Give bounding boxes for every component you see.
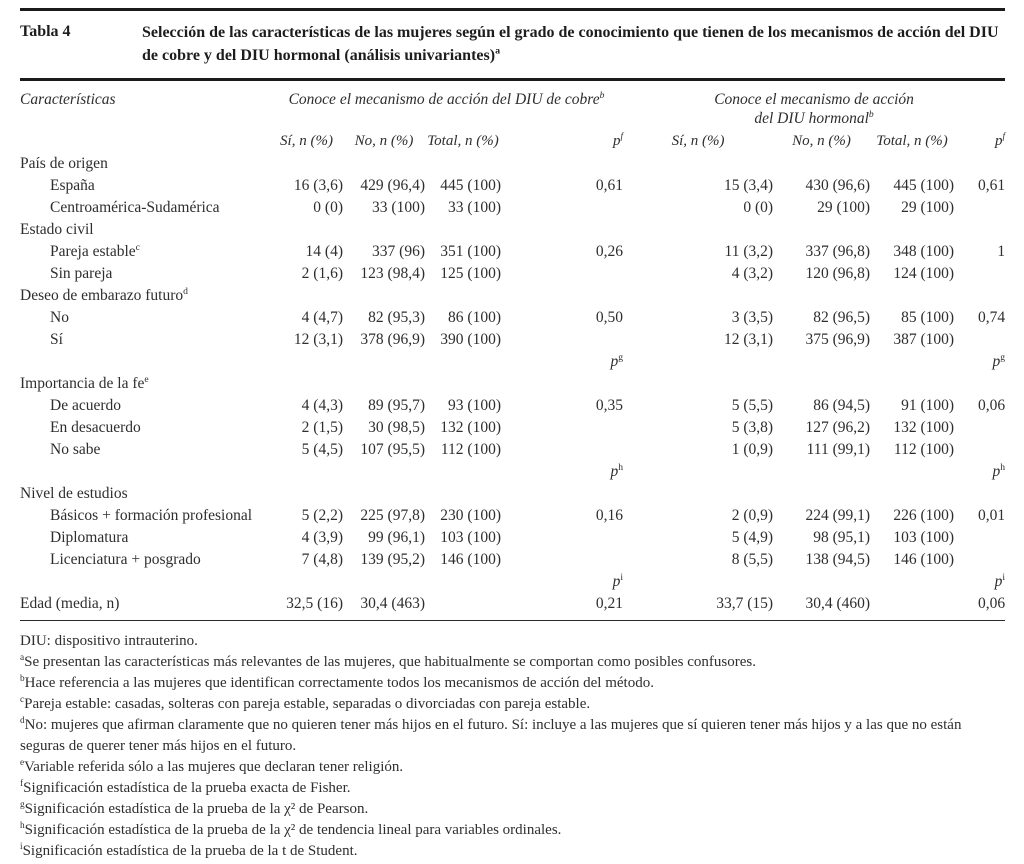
- footnote: $^d$No: mujeres que afirman claramente que no quieren tener más hijos en el futuro. Sí: incluye a las mujeres que sí quieren tener más hijos y a las que no están seguras de querer tener más hijos en el futuro.: [20, 716, 962, 754]
- table-cell: 224 (99,1): [805, 507, 871, 524]
- table-cell: 30 (98,5): [368, 419, 425, 436]
- row-label: Sí: [50, 331, 63, 348]
- table-row: [20, 263, 1005, 285]
- table-row: [20, 373, 1005, 395]
- table-row: [20, 395, 1005, 417]
- row-label: De acuerdo: [50, 397, 121, 414]
- table-cell: [501, 197, 623, 219]
- subheader-total-hormonal: Total, n (%): [876, 133, 948, 149]
- table-row-p-stat: [20, 461, 1005, 483]
- table-cell: 32,5 (16): [286, 595, 343, 612]
- row-group-label: Deseo de embarazo futuro$^d$: [20, 285, 188, 304]
- table-row: [20, 219, 1005, 241]
- table-cell: 16 (3,6): [293, 177, 343, 194]
- table-cell: 445 (100): [440, 177, 501, 194]
- footnote: $^f$Significación estadística de la prueba exacta de Fisher.: [20, 779, 351, 796]
- table-cell: 11 (3,2): [724, 243, 774, 260]
- table-row: [20, 307, 1005, 329]
- table-cell: 112 (100): [893, 441, 955, 458]
- row-group-label: Estado civil: [20, 221, 94, 238]
- table-cell: 0 (0): [313, 199, 343, 216]
- table-cell: 337 (96,8): [805, 243, 871, 260]
- subheader-no-hormonal: No, n (%): [792, 133, 851, 149]
- table-row: [20, 197, 1005, 219]
- table-cell: 3 (3,5): [731, 309, 774, 326]
- footnote: $^b$Hace referencia a las mujeres que identifican correctamente todos los mecanismos de acción del método.: [20, 674, 654, 691]
- table-cell: 86 (94,5): [813, 397, 871, 414]
- table-cell: [501, 329, 623, 351]
- row-label: Sin pareja: [50, 265, 113, 282]
- row-label: Básicos + formación profesional: [50, 507, 253, 524]
- p-stat-cell: $p^g$: [992, 351, 1006, 370]
- table-cell: 33 (100): [448, 199, 501, 216]
- table-cell: 2 (1,6): [301, 265, 343, 282]
- caption-rule: [20, 78, 1005, 81]
- table-cell: 91 (100): [901, 397, 955, 414]
- table-cell: 337 (96): [372, 243, 425, 260]
- table-row: [20, 285, 1005, 307]
- table-cell: 5 (4,9): [731, 529, 774, 546]
- footnote: $^g$Significación estadística de la prueba de la χ² de Pearson.: [20, 800, 369, 817]
- subheader-no-cobre: No, n (%): [354, 133, 414, 149]
- table-subheader-row: [20, 128, 1005, 153]
- table-cell: 351 (100): [440, 243, 501, 260]
- table-cell: [954, 549, 1005, 571]
- table-cell: 125 (100): [440, 265, 501, 282]
- table-cell: 226 (100): [893, 507, 955, 524]
- table-cell: 30,4 (460): [805, 595, 871, 612]
- table-cell: [954, 417, 1005, 439]
- table-cell: 112 (100): [440, 441, 501, 458]
- row-label: Pareja estable$^c$: [50, 241, 140, 260]
- subheader-si-hormonal: Sí, n (%): [671, 133, 725, 149]
- table-cell: 1 (0,9): [731, 441, 774, 458]
- table-row: [20, 527, 1005, 549]
- row-label: Licenciatura + posgrado: [50, 551, 201, 568]
- subheader-p-cobre: $p^f$: [612, 132, 624, 149]
- footnote: DIU: dispositivo intrauterino.: [20, 633, 198, 649]
- table-cell: 387 (100): [893, 331, 955, 348]
- table-cell: [501, 549, 623, 571]
- table-cell: [954, 439, 1005, 461]
- table-cell: 0,61: [977, 177, 1006, 194]
- group1-footnote-marker: b: [599, 89, 605, 101]
- table-cell: 2 (1,5): [301, 419, 343, 436]
- row-label: No: [50, 309, 69, 326]
- p-stat-cell: $p^g$: [610, 351, 624, 370]
- table-cell: 127 (96,2): [805, 419, 871, 436]
- table-cell: 4 (4,3): [301, 397, 343, 414]
- table-cell: 1: [997, 243, 1006, 260]
- table-cell: 4 (4,7): [301, 309, 343, 326]
- title-footnote-marker: a: [495, 45, 501, 57]
- table-row: [20, 241, 1005, 263]
- table-row-p-stat: [20, 571, 1005, 593]
- footnote: $^a$Se presentan las características más relevantes de las mujeres, que habitualmente se comportan como posibles confusores.: [20, 653, 756, 670]
- table-cell: [501, 263, 623, 285]
- table-cell: 378 (96,9): [360, 331, 425, 348]
- p-stat-cell: $p^i$: [994, 571, 1006, 590]
- table-cell: 146 (100): [893, 551, 955, 568]
- group-header-diu-hormonal: Conoce el mecanismo de acción del DIU hormonal$^b$: [714, 91, 914, 127]
- table-row: [20, 483, 1005, 505]
- subheader-p-hormonal: $p^f$: [994, 132, 1006, 149]
- table-cell: 29 (100): [817, 199, 871, 216]
- table-cell: 390 (100): [440, 331, 501, 348]
- p-stat-cell: $p^h$: [610, 461, 624, 480]
- subheader-si-cobre: Sí, n (%): [280, 133, 333, 149]
- table-cell: 14 (4): [305, 243, 343, 260]
- table-cell: 0,06: [977, 397, 1006, 414]
- row-group-label: País de origen: [20, 155, 108, 172]
- footnote: $^e$Variable referida sólo a las mujeres que declaran tener religión.: [20, 758, 404, 775]
- table-cell: 430 (96,6): [805, 177, 871, 194]
- table-cell: 0,74: [977, 309, 1006, 326]
- table-cell: 89 (95,7): [368, 397, 425, 414]
- p-stat-cell: $p^h$: [992, 461, 1006, 480]
- table-cell: [954, 329, 1005, 351]
- table-row: [20, 417, 1005, 439]
- table-cell: 103 (100): [893, 529, 955, 546]
- table-row: [20, 153, 1005, 175]
- table-header-row: [20, 83, 1005, 128]
- table-cell: [954, 263, 1005, 285]
- table-cell: 5 (3,8): [731, 419, 774, 436]
- footnote-rule: [20, 620, 1005, 621]
- table-cell: 2 (0,9): [731, 507, 774, 524]
- table-cell: 132 (100): [440, 419, 501, 436]
- p-stat-cell: $p^i$: [612, 571, 624, 590]
- table-cell: 86 (100): [448, 309, 501, 326]
- row-label: España: [50, 177, 95, 194]
- table-cell: 0,06: [977, 595, 1006, 612]
- table-cell: 0,01: [977, 507, 1006, 524]
- table-cell: [501, 527, 623, 549]
- table-row: [20, 549, 1005, 571]
- table-cell: 85 (100): [901, 309, 955, 326]
- table-cell: 429 (96,4): [360, 177, 425, 194]
- table-row: [20, 505, 1005, 527]
- column-header-caracteristicas: Características: [20, 91, 116, 108]
- table-cell: 103 (100): [440, 529, 501, 546]
- table-cell: [870, 593, 954, 615]
- row-label: En desacuerdo: [50, 419, 141, 436]
- table-cell: 132 (100): [893, 419, 955, 436]
- table-cell: 348 (100): [893, 243, 955, 260]
- table-cell: 107 (95,5): [360, 441, 425, 458]
- table-cell: 225 (97,8): [360, 507, 425, 524]
- table-cell: 5 (2,2): [301, 507, 343, 524]
- table-cell: [954, 197, 1005, 219]
- footnote: $^c$Pareja estable: casadas, solteras con pareja estable, separadas o divorciadas con pareja estable.: [20, 695, 591, 712]
- table-cell: 0,61: [595, 177, 624, 194]
- table-cell: 4 (3,9): [301, 529, 343, 546]
- table-caption: [20, 11, 1005, 78]
- table-cell: 98 (95,1): [813, 529, 871, 546]
- table-cell: [501, 417, 623, 439]
- table-cell: 445 (100): [893, 177, 955, 194]
- row-label: Diplomatura: [50, 529, 129, 546]
- table-cell: 139 (95,2): [360, 551, 425, 568]
- table-cell: 99 (96,1): [368, 529, 425, 546]
- table-cell: 124 (100): [893, 265, 955, 282]
- table-cell: 0,26: [595, 243, 624, 260]
- subheader-total-cobre: Total, n (%): [427, 133, 499, 149]
- table-cell: 375 (96,9): [805, 331, 871, 348]
- table-row: [20, 329, 1005, 351]
- group-header-diu-cobre: Conoce el mecanismo de acción del DIU de cobre$^b$: [288, 89, 605, 108]
- table-cell: [425, 593, 501, 615]
- table-cell: 12 (3,1): [293, 331, 343, 348]
- table-cell: 93 (100): [448, 397, 501, 414]
- table-cell: 146 (100): [440, 551, 501, 568]
- table-cell: 0,21: [595, 595, 624, 612]
- table-cell: 82 (95,3): [368, 309, 425, 326]
- table-cell: 82 (96,5): [813, 309, 871, 326]
- table-cell: 138 (94,5): [805, 551, 871, 568]
- table-cell: 8 (5,5): [731, 551, 774, 568]
- table-number: Tabla 4: [20, 23, 71, 40]
- table-cell: [954, 527, 1005, 549]
- group2-footnote-marker: b: [868, 108, 874, 120]
- table-cell: 0 (0): [743, 199, 774, 216]
- characteristics-table: [20, 83, 1005, 615]
- table-cell: 230 (100): [440, 507, 501, 524]
- row-label: Edad (media, n): [20, 595, 120, 612]
- table-cell: 120 (96,8): [805, 265, 871, 282]
- table-cell: 29 (100): [901, 199, 955, 216]
- table-cell: 123 (98,4): [360, 265, 425, 282]
- footnote: $^h$Significación estadística de la prueba de la χ² de tendencia lineal para variables ordinales.: [20, 821, 562, 838]
- table-cell: 30,4 (463): [360, 595, 425, 612]
- table-cell: 33,7 (15): [716, 595, 774, 612]
- table-row: [20, 439, 1005, 461]
- subheader-empty: [20, 128, 270, 153]
- table-cell: 0,16: [595, 507, 624, 524]
- table-cell: 0,35: [595, 397, 624, 414]
- footnote: $^i$Significación estadística de la prueba de la t de Student.: [20, 842, 358, 859]
- table-cell: 111 (99,1): [806, 441, 871, 458]
- table-cell: 15 (3,4): [723, 177, 774, 194]
- row-group-label: Nivel de estudios: [20, 485, 128, 502]
- table-row-p-stat: [20, 351, 1005, 373]
- table-row: [20, 593, 1005, 615]
- table-cell: 4 (3,2): [731, 265, 774, 282]
- table-cell: 5 (5,5): [731, 397, 774, 414]
- table-cell: [501, 439, 623, 461]
- table-cell: 33 (100): [372, 199, 425, 216]
- table-cell: 0,50: [595, 309, 624, 326]
- table-row: [20, 175, 1005, 197]
- table-cell: 5 (4,5): [301, 441, 343, 458]
- footnotes-block: [20, 626, 1005, 862]
- table-cell: 7 (4,8): [301, 551, 343, 568]
- table-cell: 12 (3,1): [723, 331, 774, 348]
- row-group-label: Importancia de la $fe^e$: [20, 373, 149, 392]
- row-label: No sabe: [50, 441, 101, 458]
- table-title: Selección de las características de las mujeres según el grado de conocimiento que tienen de los mecanismos de acción del DIU de cobre y del DIU hormonal (análisis univariantes)$^a$: [142, 24, 999, 64]
- row-label: Centroamérica-Sudamérica: [50, 199, 220, 216]
